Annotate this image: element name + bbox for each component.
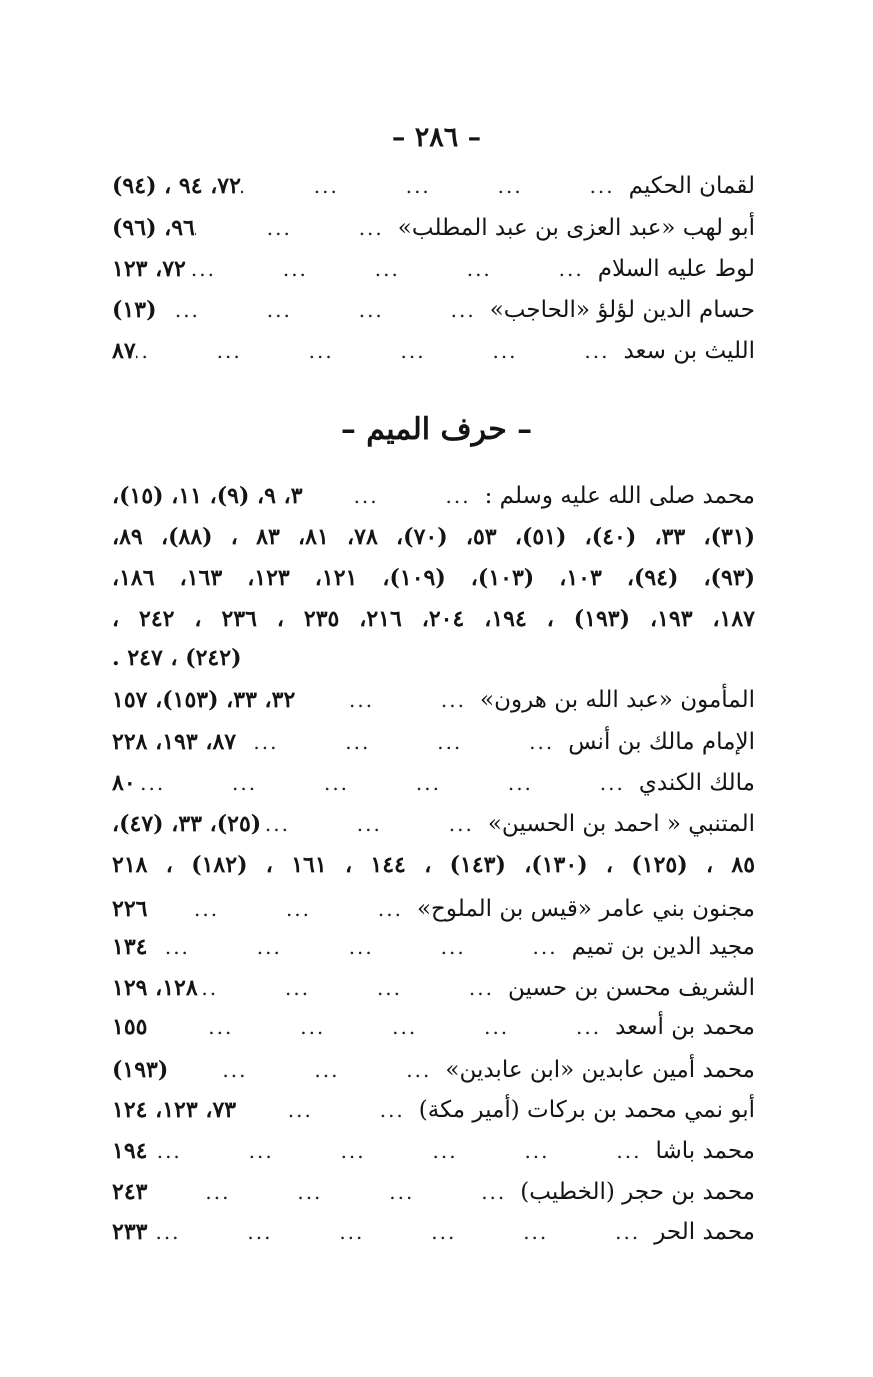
section-heading: – حرف الميم – bbox=[340, 412, 533, 447]
leader-dots bbox=[236, 1098, 419, 1122]
index-entry-malik-ibn-anas bbox=[112, 722, 755, 762]
index-entry-lut bbox=[112, 249, 755, 289]
entry-continuation-line: ١٨٧، ١٩٣، (١٩٣) ، ١٩٤، ٢٠٤، ٢١٦، ٢٣٥ ، ٢٣٦ ، ٢٤٢ ، bbox=[112, 606, 755, 632]
entry-pages: ١٣٤ bbox=[112, 934, 148, 960]
entry-name: لقمان الحكيم bbox=[628, 173, 755, 199]
leader-dots bbox=[195, 216, 398, 240]
index-entry-muhammad-ibn-asad bbox=[112, 1007, 755, 1047]
entry-name: الإمام مالك بن أنس bbox=[568, 729, 755, 755]
entry-pages: (١٣) bbox=[112, 297, 157, 323]
leader-dots bbox=[147, 1139, 655, 1163]
index-entry-muhammad-al-hurr bbox=[112, 1212, 755, 1252]
index-entry-malik-al-kindi bbox=[112, 763, 755, 803]
entry-pages: ١٢٨، ١٢٩ bbox=[112, 975, 198, 1001]
leader-dots bbox=[295, 688, 480, 712]
index-entry-al-mutanabbi bbox=[112, 804, 755, 844]
leader-dots bbox=[241, 174, 629, 198]
index-entry-luqman bbox=[112, 166, 755, 206]
entry-pages: ٨٧ bbox=[112, 338, 136, 364]
leader-dots bbox=[147, 1180, 520, 1204]
entry-name: حسام الدين لؤلؤ «الحاجب» bbox=[489, 297, 755, 323]
entry-pages: (٢٥)، ٣٣، (٤٧)، bbox=[112, 811, 262, 837]
leader-dots bbox=[156, 298, 489, 322]
leader-dots bbox=[186, 257, 598, 281]
entry-continuation-line: (٩٣)، (٩٤)، ١٠٣، (١٠٣)، (١٠٩)، ١٢١، ١٢٣، ١٦٣، ١٨٦، bbox=[112, 565, 755, 591]
entry-continuation-line: (٢٤٢) ، ٢٤٧ . bbox=[112, 645, 242, 671]
leader-dots bbox=[168, 1058, 445, 1082]
entry-name: أبو لهب «عبد العزى بن عبد المطلب» bbox=[397, 215, 755, 241]
entry-pages: ٢٢٦ bbox=[112, 896, 148, 922]
entry-pages: ٣٢، ٣٣، (١٥٣)، ١٥٧ bbox=[112, 687, 296, 713]
entry-name: محمد الحر bbox=[654, 1219, 755, 1245]
index-entry-al-mamun bbox=[112, 680, 755, 720]
leader-dots bbox=[147, 1015, 615, 1039]
index-entry-husam-al-din bbox=[112, 290, 755, 330]
entry-name: لوط عليه السلام bbox=[597, 256, 755, 282]
entry-name: مجنون بني عامر «قيس بن الملوح» bbox=[416, 896, 755, 922]
entry-name: المتنبي « احمد بن الحسين» bbox=[487, 811, 755, 837]
entry-pages: ٧٢، ٩٤ ، (٩٤) bbox=[112, 173, 241, 199]
entry-name: محمد أمين عابدين «ابن عابدين» bbox=[445, 1057, 755, 1083]
entry-name: محمد صلى الله عليه وسلم : bbox=[484, 483, 755, 509]
entry-name: أبو نمي محمد بن بركات (أمير مكة) bbox=[418, 1097, 755, 1123]
index-entry-abu-numayy bbox=[112, 1090, 755, 1130]
entry-name: مالك الكندي bbox=[638, 770, 755, 796]
leader-dots bbox=[261, 812, 488, 836]
index-entry-muhammad bbox=[112, 476, 755, 516]
leader-dots bbox=[198, 976, 508, 1000]
entry-name: الليث بن سعد bbox=[623, 338, 755, 364]
index-entry-abu-lahab bbox=[112, 208, 755, 248]
entry-name: المأمون «عبد الله بن هرون» bbox=[480, 687, 755, 713]
page-number: – ٢٨٦ – bbox=[391, 122, 482, 153]
index-entry-majid-al-din bbox=[112, 927, 755, 967]
entry-pages: ٧٢، ١٢٣ bbox=[112, 256, 186, 282]
index-entry-ibn-abidin bbox=[112, 1050, 755, 1090]
index-entry-majnun bbox=[112, 889, 755, 929]
leader-dots bbox=[147, 935, 571, 959]
entry-pages: ٩٦، (٩٦) bbox=[112, 215, 195, 241]
leader-dots bbox=[136, 339, 624, 363]
entry-pages: ٧٣، ١٢٣، ١٢٤ bbox=[112, 1097, 237, 1123]
entry-name: الشريف محسن بن حسين bbox=[507, 975, 755, 1001]
entry-name: محمد بن أسعد bbox=[615, 1014, 755, 1040]
entry-name: مجيد الدين بن تميم bbox=[571, 934, 755, 960]
entry-pages: ٨٧، ١٩٣، ٢٢٨ bbox=[112, 729, 237, 755]
entry-pages: ٢٣٣ bbox=[112, 1219, 148, 1245]
index-entry-al-layth bbox=[112, 331, 755, 371]
entry-continuation-line: (٣١)، ٣٣، (٤٠)، (٥١)، ٥٣، (٧٠)، ٧٨، ٨١، ٨٣ ، (٨٨)، ٨٩، bbox=[112, 524, 755, 550]
leader-dots bbox=[136, 771, 639, 795]
index-entry-muhsin-ibn-husayn bbox=[112, 968, 755, 1008]
leader-dots bbox=[147, 1220, 654, 1244]
leader-dots bbox=[236, 730, 568, 754]
entry-name: محمد باشا bbox=[655, 1138, 755, 1164]
entry-continuation-line: ٨٥ ، (١٢٥) ، (١٣٠)، (١٤٣) ، ١٤٤ ، ١٦١ ، (١٨٢) ، ٢١٨ bbox=[112, 852, 755, 878]
entry-pages: (١٩٣) bbox=[112, 1057, 169, 1083]
entry-pages: ٢٤٣ bbox=[112, 1179, 148, 1205]
entry-name: محمد بن حجر (الخطيب) bbox=[520, 1179, 755, 1205]
leader-dots bbox=[147, 897, 417, 921]
entry-pages: ١٥٥ bbox=[112, 1014, 148, 1040]
index-entry-muhammad-pasha bbox=[112, 1131, 755, 1171]
entry-pages: ٨٠ bbox=[112, 770, 136, 796]
entry-pages: ٣، ٩، (٩)، ١١، (١٥)، bbox=[112, 483, 303, 509]
leader-dots bbox=[303, 484, 485, 508]
index-entry-ibn-hajar bbox=[112, 1172, 755, 1212]
entry-pages: ١٩٤ bbox=[112, 1138, 148, 1164]
